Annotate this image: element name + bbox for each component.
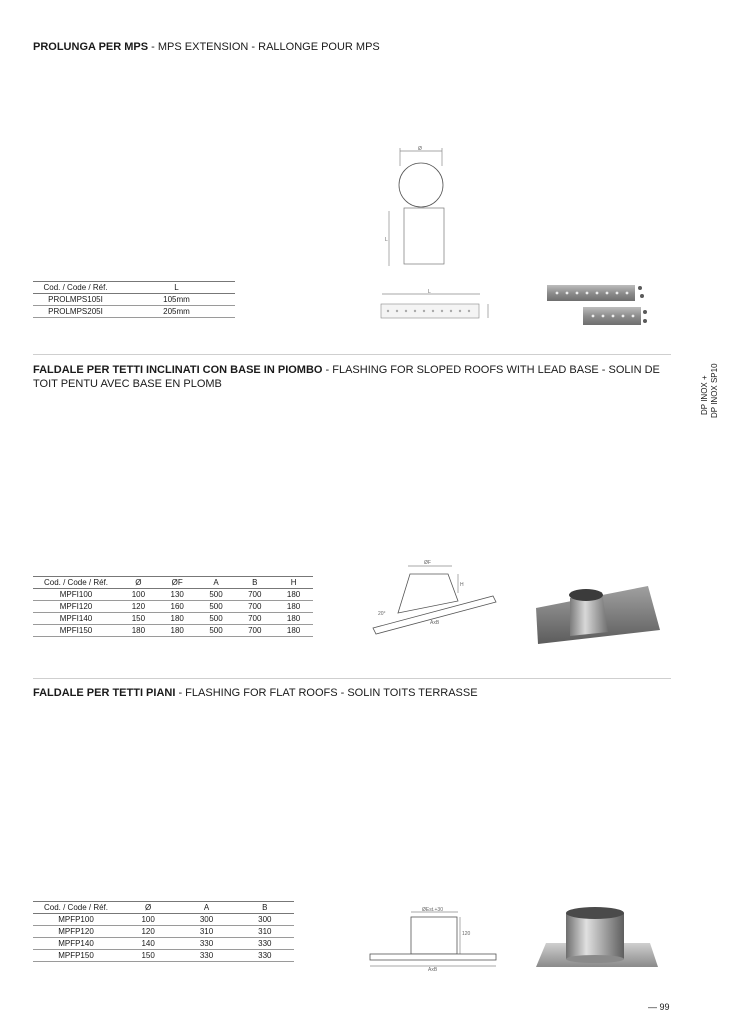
flat-flashing-table [33,901,294,962]
table-row: PROLMPS205I 205mm [33,306,235,318]
sloped-flashing-table [33,576,313,637]
mps-strip-diagram [378,290,498,326]
table-row: MPFI150 180 180 500 700 180 [33,625,313,637]
mps-extension-diagram [380,148,460,273]
table-row: MPFP140 140 330 330 [33,938,294,950]
flat-flashing-diagram [368,904,503,974]
table-header: B [235,577,274,589]
table-row: PROLMPS105I 105mm [33,294,235,306]
height-label: H [460,582,464,588]
table-row: MPFP120 120 310 310 [33,926,294,938]
top-diameter-label: ØF [424,560,431,566]
section-divider [33,354,671,355]
table-header: L [118,282,235,294]
mps-extension-table [33,281,235,318]
base-label: AxB [430,620,440,626]
table-row: MPFI140 150 180 500 700 180 [33,613,313,625]
angle-label: 20° [378,611,386,617]
height-label: 120 [462,931,471,937]
top-diameter-label: ØEst.+30 [422,907,443,913]
base-label: AxB [428,967,438,973]
side-label-line2: DP INOX SP10 [710,363,719,418]
section-title-sloped-flashing: FALDALE PER TETTI INCLINATI CON BASE IN PIOMBO - FLASHING FOR SLOPED ROOFS WITH LEAD BASE - SOLIN DE TOIT PENTU AVEC BASE EN PLOMB [33,364,660,390]
table-header: A [177,902,235,914]
section-title-flat-flashing: FALDALE PER TETTI PIANI - FLASHING FOR FLAT ROOFS - SOLIN TOITS TERRASSE [33,687,478,699]
table-header: ØF [158,577,197,589]
table-header: Cod. / Code / Réf. [33,282,118,294]
side-label [700,360,740,420]
section-divider [33,678,671,679]
strip-length-label: L [428,289,431,295]
table-row: MPFP100 100 300 300 [33,914,294,926]
table-row: MPFP150 150 330 330 [33,950,294,962]
table-header: Ø [119,902,177,914]
table-row: MPFI120 120 160 500 700 180 [33,601,313,613]
table-header: B [236,902,294,914]
side-label-line1: DP INOX + [700,375,709,415]
table-header: Ø [119,577,158,589]
mps-extension-photo [545,282,650,332]
length-label: L [385,237,388,243]
page-number: — 99 [648,1002,670,1012]
diameter-label: Ø [418,146,422,152]
table-header: Cod. / Code / Réf. [33,902,119,914]
sloped-flashing-diagram [368,558,503,648]
table-row: MPFI100 100 130 500 700 180 [33,589,313,601]
table-header: Cod. / Code / Réf. [33,577,119,589]
flat-flashing-photo [532,905,662,971]
table-header: A [197,577,236,589]
table-header: H [274,577,313,589]
section-title-mps-extension: PROLUNGA PER MPS - MPS EXTENSION - RALLONGE POUR MPS [33,41,380,53]
sloped-flashing-photo [528,578,663,650]
